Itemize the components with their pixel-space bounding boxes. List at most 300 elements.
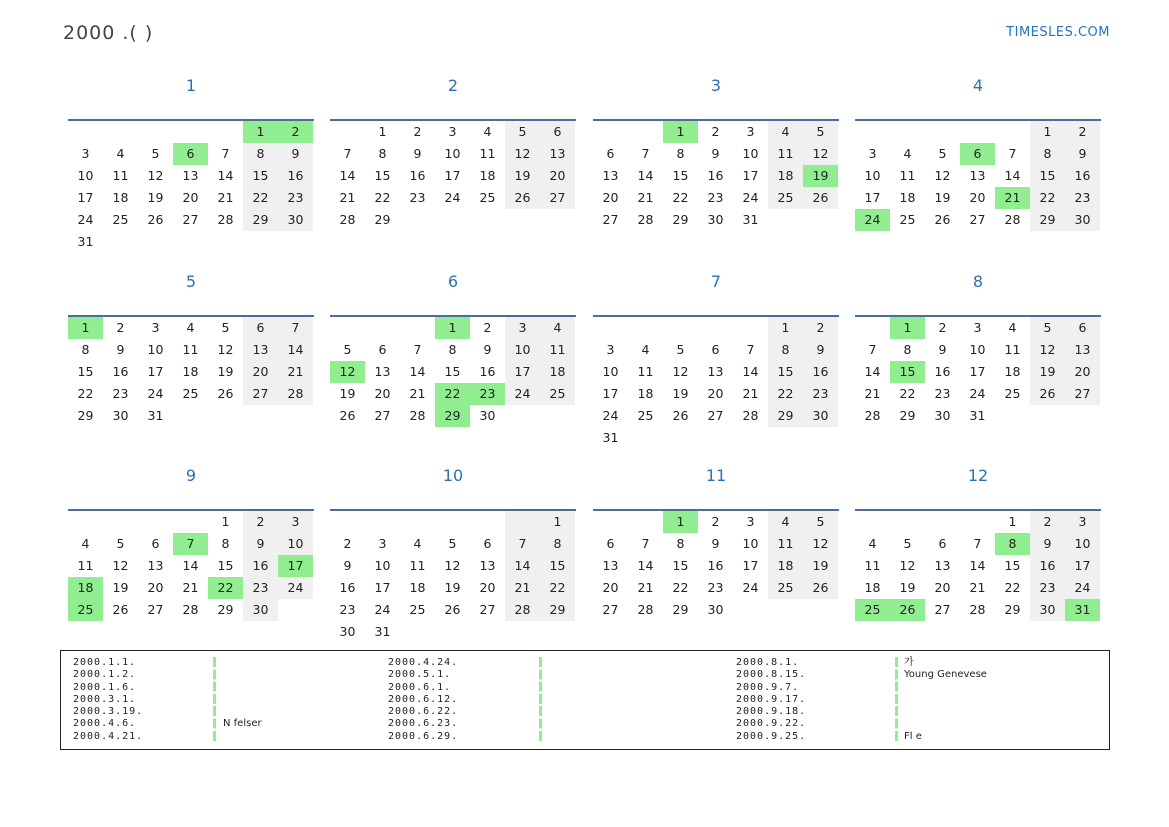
day-cell: 12 bbox=[444, 558, 461, 573]
day-cell: 10 bbox=[278, 533, 313, 555]
day-cell: 30 bbox=[1030, 599, 1065, 621]
month-days bbox=[593, 511, 839, 621]
day-cell: 21 bbox=[339, 190, 356, 205]
page-title: 2000 .( ) bbox=[63, 22, 154, 44]
holiday-date: 2000.4.6. bbox=[73, 718, 137, 730]
holiday-date: 2000.6.23. bbox=[388, 718, 459, 730]
blank-cell bbox=[138, 121, 173, 143]
day-cell: 8 bbox=[995, 533, 1030, 555]
holiday-date: 2000.6.29. bbox=[388, 730, 459, 742]
day-cell: 12 bbox=[672, 364, 689, 379]
day-cell: 29 bbox=[768, 405, 803, 427]
holiday-name bbox=[223, 731, 262, 743]
day-cell: 17 bbox=[742, 168, 759, 183]
day-cell: 19 bbox=[934, 190, 951, 205]
holiday-name bbox=[904, 706, 987, 718]
day-cell: 8 bbox=[768, 339, 803, 361]
day-cell: 24 bbox=[855, 209, 890, 231]
day-cell: 4 bbox=[81, 536, 90, 551]
day-cell: 13 bbox=[707, 364, 724, 379]
blank-cell bbox=[925, 511, 960, 533]
day-cell: 27 bbox=[147, 602, 164, 617]
day-cell: 8 bbox=[378, 146, 387, 161]
holiday-date: 2000.9.22. bbox=[736, 718, 807, 730]
day-cell: 3 bbox=[505, 317, 540, 339]
day-cell: 20 bbox=[147, 580, 164, 595]
day-cell: 21 bbox=[637, 190, 654, 205]
day-cell: 1 bbox=[68, 317, 103, 339]
holiday-date: 2000.4.24. bbox=[388, 657, 459, 668]
day-cell: 31 bbox=[77, 234, 94, 249]
day-cell: 8 bbox=[903, 342, 912, 357]
day-cell: 5 bbox=[505, 121, 540, 143]
blank-cell bbox=[855, 121, 890, 143]
day-cell: 28 bbox=[409, 408, 426, 423]
day-cell: 17 bbox=[147, 364, 164, 379]
day-cell: 19 bbox=[339, 386, 356, 401]
day-cell: 11 bbox=[637, 364, 654, 379]
day-cell: 9 bbox=[938, 342, 947, 357]
blank-cell bbox=[330, 121, 365, 143]
day-cell: 23 bbox=[934, 386, 951, 401]
month-days bbox=[68, 121, 314, 253]
day-cell: 13 bbox=[602, 558, 619, 573]
day-cell: 22 bbox=[77, 386, 94, 401]
day-cell: 18 bbox=[1004, 364, 1021, 379]
month-title: 11 bbox=[705, 466, 727, 485]
day-cell: 28 bbox=[182, 602, 199, 617]
day-cell: 20 bbox=[969, 190, 986, 205]
day-cell: 5 bbox=[1030, 317, 1065, 339]
day-cell: 26 bbox=[147, 212, 164, 227]
day-cell: 18 bbox=[768, 165, 803, 187]
day-cell: 11 bbox=[409, 558, 426, 573]
day-cell: 27 bbox=[602, 212, 619, 227]
day-cell: 23 bbox=[1065, 187, 1100, 209]
month-days bbox=[330, 511, 576, 643]
day-cell: 11 bbox=[540, 339, 575, 361]
day-cell: 30 bbox=[1065, 209, 1100, 231]
month-5 bbox=[68, 270, 314, 427]
blank-cell bbox=[855, 511, 890, 533]
day-cell: 11 bbox=[864, 558, 881, 573]
day-cell: 27 bbox=[602, 602, 619, 617]
day-cell: 26 bbox=[505, 187, 540, 209]
holiday-date: 2000.1.1. bbox=[73, 657, 137, 668]
day-cell: 26 bbox=[803, 187, 838, 209]
day-cell: 12 bbox=[803, 143, 838, 165]
day-cell: 6 bbox=[173, 143, 208, 165]
month-1 bbox=[68, 74, 314, 253]
day-cell: 30 bbox=[339, 624, 356, 639]
day-cell: 31 bbox=[1065, 599, 1100, 621]
day-cell: 12 bbox=[899, 558, 916, 573]
day-cell: 5 bbox=[803, 511, 838, 533]
day-cell: 23 bbox=[1030, 577, 1065, 599]
day-cell: 25 bbox=[540, 383, 575, 405]
day-cell: 23 bbox=[243, 577, 278, 599]
day-cell: 1 bbox=[1030, 121, 1065, 143]
day-cell: 1 bbox=[663, 121, 698, 143]
holiday-name: Fl e bbox=[904, 730, 922, 742]
day-cell: 27 bbox=[969, 212, 986, 227]
day-cell: 20 bbox=[182, 190, 199, 205]
day-cell: 28 bbox=[742, 408, 759, 423]
day-cell: 11 bbox=[899, 168, 916, 183]
day-cell: 16 bbox=[803, 361, 838, 383]
month-6 bbox=[330, 270, 576, 427]
holiday-date: 2000.1.2. bbox=[73, 669, 137, 681]
day-cell: 25 bbox=[68, 599, 103, 621]
blank-cell bbox=[173, 511, 208, 533]
month-title: 1 bbox=[185, 76, 197, 95]
day-cell: 19 bbox=[672, 386, 689, 401]
day-cell: 17 bbox=[505, 361, 540, 383]
blank-cell bbox=[855, 317, 890, 339]
day-cell: 2 bbox=[1030, 511, 1065, 533]
day-cell: 24 bbox=[147, 386, 164, 401]
day-cell: 8 bbox=[1030, 143, 1065, 165]
blank-cell bbox=[400, 511, 435, 533]
day-cell: 29 bbox=[672, 212, 689, 227]
day-cell: 1 bbox=[768, 317, 803, 339]
day-cell: 17 bbox=[278, 555, 313, 577]
day-cell: 4 bbox=[1008, 320, 1017, 335]
holiday-date: 2000.9.18. bbox=[736, 706, 807, 718]
blank-cell bbox=[890, 121, 925, 143]
day-cell: 23 bbox=[409, 190, 426, 205]
day-cell: 24 bbox=[742, 190, 759, 205]
blank-cell bbox=[330, 317, 365, 339]
day-cell: 2 bbox=[116, 320, 125, 335]
day-cell: 4 bbox=[768, 121, 803, 143]
month-days bbox=[330, 317, 576, 427]
day-cell: 22 bbox=[1030, 187, 1065, 209]
month-title: 10 bbox=[442, 466, 464, 485]
day-cell: 28 bbox=[864, 408, 881, 423]
holiday-name bbox=[223, 669, 262, 681]
day-cell: 9 bbox=[243, 533, 278, 555]
blank-cell bbox=[103, 511, 138, 533]
day-cell: 8 bbox=[243, 143, 278, 165]
holiday-date: 2000.3.1. bbox=[73, 693, 137, 705]
month-10 bbox=[330, 464, 576, 643]
day-cell: 15 bbox=[540, 555, 575, 577]
day-cell: 3 bbox=[868, 146, 877, 161]
day-cell: 19 bbox=[217, 364, 234, 379]
day-cell: 9 bbox=[1065, 143, 1100, 165]
day-cell: 15 bbox=[890, 361, 925, 383]
day-cell: 24 bbox=[444, 190, 461, 205]
day-cell: 29 bbox=[217, 602, 234, 617]
holiday-name: 가 bbox=[904, 657, 914, 668]
day-cell: 22 bbox=[243, 187, 278, 209]
blank-cell bbox=[365, 317, 400, 339]
day-cell: 6 bbox=[1065, 317, 1100, 339]
day-cell: 4 bbox=[903, 146, 912, 161]
day-cell: 29 bbox=[77, 408, 94, 423]
day-cell: 24 bbox=[278, 577, 313, 599]
day-cell: 24 bbox=[505, 383, 540, 405]
holiday-date: 2000.9.25. bbox=[736, 730, 807, 742]
day-cell: 24 bbox=[374, 602, 391, 617]
day-cell: 18 bbox=[540, 361, 575, 383]
day-cell: 7 bbox=[1008, 146, 1017, 161]
day-cell: 26 bbox=[112, 602, 129, 617]
day-cell: 30 bbox=[934, 408, 951, 423]
day-cell: 16 bbox=[479, 364, 496, 379]
day-cell: 20 bbox=[1065, 361, 1100, 383]
day-cell: 2 bbox=[343, 536, 352, 551]
day-cell: 7 bbox=[413, 342, 422, 357]
day-cell: 26 bbox=[890, 599, 925, 621]
day-cell: 29 bbox=[435, 405, 470, 427]
day-cell: 15 bbox=[672, 168, 689, 183]
day-cell: 30 bbox=[479, 408, 496, 423]
day-cell: 22 bbox=[672, 190, 689, 205]
day-cell: 25 bbox=[768, 187, 803, 209]
day-cell: 20 bbox=[934, 580, 951, 595]
day-cell: 23 bbox=[112, 386, 129, 401]
day-cell: 7 bbox=[641, 146, 650, 161]
day-cell: 26 bbox=[803, 577, 838, 599]
day-cell: 5 bbox=[676, 342, 685, 357]
holiday-date: 2000.4.21. bbox=[73, 730, 144, 742]
day-cell: 18 bbox=[112, 190, 129, 205]
blank-cell bbox=[593, 121, 628, 143]
day-cell: 19 bbox=[444, 580, 461, 595]
day-cell: 12 bbox=[934, 168, 951, 183]
site-link[interactable]: TIMESLES.COM bbox=[1006, 25, 1110, 40]
day-cell: 10 bbox=[969, 342, 986, 357]
day-cell: 17 bbox=[77, 190, 94, 205]
month-2 bbox=[330, 74, 576, 231]
day-cell: 29 bbox=[1030, 209, 1065, 231]
holiday-marker-col2 bbox=[539, 657, 542, 743]
day-cell: 20 bbox=[602, 190, 619, 205]
day-cell: 3 bbox=[746, 514, 755, 529]
day-cell: 6 bbox=[378, 342, 387, 357]
day-cell: 2 bbox=[711, 124, 720, 139]
day-cell: 18 bbox=[899, 190, 916, 205]
day-cell: 10 bbox=[444, 146, 461, 161]
day-cell: 28 bbox=[1004, 212, 1021, 227]
month-8 bbox=[855, 270, 1101, 427]
day-cell: 1 bbox=[540, 511, 575, 533]
day-cell: 21 bbox=[969, 580, 986, 595]
day-cell: 24 bbox=[742, 580, 759, 595]
day-cell: 30 bbox=[112, 408, 129, 423]
day-cell: 15 bbox=[672, 558, 689, 573]
day-cell: 5 bbox=[903, 536, 912, 551]
day-cell: 20 bbox=[707, 386, 724, 401]
month-days bbox=[330, 121, 576, 231]
blank-cell bbox=[173, 121, 208, 143]
day-cell: 2 bbox=[483, 320, 492, 335]
day-cell: 4 bbox=[116, 146, 125, 161]
month-7 bbox=[593, 270, 839, 449]
month-4 bbox=[855, 74, 1101, 231]
blank-cell bbox=[208, 121, 243, 143]
day-cell: 14 bbox=[637, 168, 654, 183]
day-cell: 11 bbox=[182, 342, 199, 357]
day-cell: 12 bbox=[803, 533, 838, 555]
day-cell: 17 bbox=[742, 558, 759, 573]
day-cell: 29 bbox=[243, 209, 278, 231]
day-cell: 14 bbox=[637, 558, 654, 573]
month-11 bbox=[593, 464, 839, 621]
day-cell: 24 bbox=[602, 408, 619, 423]
month-title: 2 bbox=[447, 76, 459, 95]
day-cell: 10 bbox=[147, 342, 164, 357]
day-cell: 18 bbox=[479, 168, 496, 183]
day-cell: 29 bbox=[1004, 602, 1021, 617]
day-cell: 22 bbox=[374, 190, 391, 205]
day-cell: 19 bbox=[803, 165, 838, 187]
day-cell: 21 bbox=[505, 577, 540, 599]
day-cell: 25 bbox=[637, 408, 654, 423]
holiday-marker-col1 bbox=[213, 657, 216, 743]
day-cell: 15 bbox=[1030, 165, 1065, 187]
day-cell: 10 bbox=[77, 168, 94, 183]
day-cell: 22 bbox=[768, 383, 803, 405]
holiday-date: 2000.5.1. bbox=[388, 669, 452, 681]
holiday-date: 2000.8.1. bbox=[736, 657, 800, 668]
day-cell: 31 bbox=[374, 624, 391, 639]
day-cell: 14 bbox=[969, 558, 986, 573]
blank-cell bbox=[470, 511, 505, 533]
day-cell: 21 bbox=[742, 386, 759, 401]
day-cell: 20 bbox=[602, 580, 619, 595]
day-cell: 15 bbox=[374, 168, 391, 183]
day-cell: 3 bbox=[973, 320, 982, 335]
day-cell: 18 bbox=[409, 580, 426, 595]
day-cell: 7 bbox=[173, 533, 208, 555]
day-cell: 13 bbox=[243, 339, 278, 361]
blank-cell bbox=[733, 317, 768, 339]
day-cell: 9 bbox=[413, 146, 422, 161]
day-cell: 3 bbox=[1065, 511, 1100, 533]
day-cell: 19 bbox=[505, 165, 540, 187]
blank-cell bbox=[925, 121, 960, 143]
day-cell: 2 bbox=[711, 514, 720, 529]
day-cell: 3 bbox=[278, 511, 313, 533]
day-cell: 25 bbox=[479, 190, 496, 205]
blank-cell bbox=[663, 317, 698, 339]
day-cell: 25 bbox=[768, 577, 803, 599]
day-cell: 13 bbox=[182, 168, 199, 183]
day-cell: 11 bbox=[77, 558, 94, 573]
day-cell: 16 bbox=[1065, 165, 1100, 187]
day-cell: 4 bbox=[868, 536, 877, 551]
day-cell: 19 bbox=[803, 555, 838, 577]
day-cell: 27 bbox=[1065, 383, 1100, 405]
day-cell: 18 bbox=[768, 555, 803, 577]
day-cell: 13 bbox=[147, 558, 164, 573]
holiday-name bbox=[223, 657, 262, 669]
holiday-date: 2000.6.22. bbox=[388, 706, 459, 718]
day-cell: 25 bbox=[112, 212, 129, 227]
day-cell: 28 bbox=[637, 602, 654, 617]
day-cell: 15 bbox=[217, 558, 234, 573]
month-days bbox=[593, 121, 839, 231]
day-cell: 22 bbox=[435, 383, 470, 405]
blank-cell bbox=[365, 511, 400, 533]
day-cell: 25 bbox=[855, 599, 890, 621]
day-cell: 13 bbox=[374, 364, 391, 379]
day-cell: 23 bbox=[707, 190, 724, 205]
blank-cell bbox=[698, 317, 733, 339]
day-cell: 31 bbox=[147, 408, 164, 423]
day-cell: 27 bbox=[479, 602, 496, 617]
day-cell: 14 bbox=[742, 364, 759, 379]
day-cell: 9 bbox=[711, 536, 720, 551]
day-cell: 15 bbox=[444, 364, 461, 379]
day-cell: 21 bbox=[182, 580, 199, 595]
day-cell: 17 bbox=[969, 364, 986, 379]
day-cell: 8 bbox=[221, 536, 230, 551]
day-cell: 13 bbox=[1065, 339, 1100, 361]
day-cell: 12 bbox=[505, 143, 540, 165]
day-cell: 9 bbox=[1030, 533, 1065, 555]
day-cell: 5 bbox=[151, 146, 160, 161]
day-cell: 8 bbox=[676, 536, 685, 551]
day-cell: 22 bbox=[1004, 580, 1021, 595]
day-cell: 7 bbox=[278, 317, 313, 339]
day-cell: 7 bbox=[641, 536, 650, 551]
day-cell: 9 bbox=[116, 342, 125, 357]
day-cell: 13 bbox=[934, 558, 951, 573]
day-cell: 16 bbox=[707, 168, 724, 183]
blank-cell bbox=[628, 511, 663, 533]
day-cell: 10 bbox=[602, 364, 619, 379]
day-cell: 3 bbox=[81, 146, 90, 161]
day-cell: 1 bbox=[890, 317, 925, 339]
day-cell: 20 bbox=[374, 386, 391, 401]
day-cell: 15 bbox=[768, 361, 803, 383]
holiday-date: 2000.3.19. bbox=[73, 706, 144, 718]
holiday-name bbox=[904, 694, 987, 706]
day-cell: 2 bbox=[1065, 121, 1100, 143]
day-cell: 3 bbox=[606, 342, 615, 357]
day-cell: 6 bbox=[483, 536, 492, 551]
month-days bbox=[855, 317, 1101, 427]
day-cell: 21 bbox=[995, 187, 1030, 209]
blank-cell bbox=[593, 317, 628, 339]
day-cell: 16 bbox=[934, 364, 951, 379]
day-cell: 6 bbox=[938, 536, 947, 551]
day-cell: 27 bbox=[182, 212, 199, 227]
holiday-name bbox=[223, 682, 262, 694]
day-cell: 9 bbox=[343, 558, 352, 573]
day-cell: 5 bbox=[221, 320, 230, 335]
holiday-marker-col3 bbox=[895, 657, 898, 743]
day-cell: 10 bbox=[742, 536, 759, 551]
day-cell: 28 bbox=[637, 212, 654, 227]
day-cell: 25 bbox=[899, 212, 916, 227]
holiday-dates-col1 bbox=[73, 657, 143, 743]
day-cell: 29 bbox=[672, 602, 689, 617]
day-cell: 1 bbox=[378, 124, 387, 139]
day-cell: 25 bbox=[182, 386, 199, 401]
day-cell: 7 bbox=[221, 146, 230, 161]
blank-cell bbox=[103, 121, 138, 143]
day-cell: 11 bbox=[768, 533, 803, 555]
day-cell: 26 bbox=[217, 386, 234, 401]
day-cell: 15 bbox=[243, 165, 278, 187]
holiday-date: 2000.9.17. bbox=[736, 693, 807, 705]
holiday-names-col1 bbox=[223, 657, 262, 743]
